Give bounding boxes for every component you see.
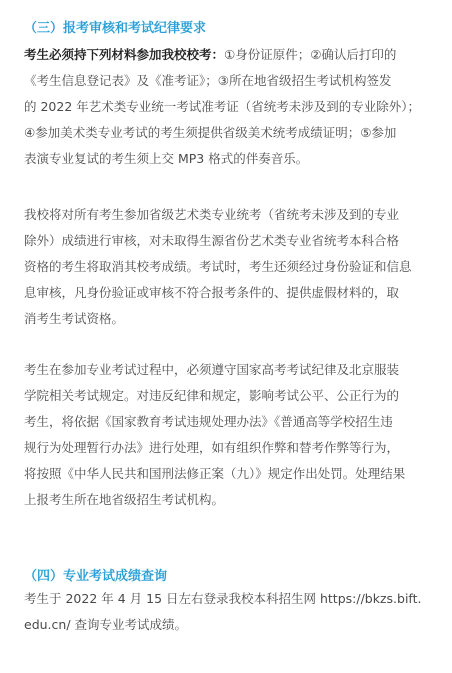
section-4-heading: （四）专业考试成绩查询: [24, 569, 168, 584]
discipline-line-2: 学院相关考试规定。对违反纪律和规定，影响考试公平、公正行为的: [24, 388, 400, 403]
review-line-2: 除外）成绩进行审核，对未取得生源省份艺术类专业省统考本科合格: [24, 233, 400, 248]
section-3-paragraph-2: [24, 202, 434, 332]
materials-line-2: 《考生信息登记表》及《准考证》；③所在地省级招生考试机构签发: [24, 73, 392, 88]
review-line-4: 息审核，凡身份验证或审核不符合报考条件的、提供虚假材料的，取: [24, 285, 400, 300]
discipline-line-4: 规行为处理暂行办法》进行处理，如有组织作弊和替考作弊等行为，: [24, 440, 400, 455]
review-line-5: 消考生考试资格。: [24, 311, 125, 326]
score-query-line-2: edu.cn/ 查询专业考试成绩。: [24, 617, 188, 632]
materials-line-4: ④参加美术类专业考试的考生须提供省级美术统考成绩证明；⑤参加: [24, 125, 397, 140]
review-line-1: 我校将对所有考生参加省级艺术类专业统考（省统考未涉及到的专业: [24, 207, 400, 222]
materials-line-1: ①身份证原件；②确认后打印的: [224, 47, 397, 62]
materials-line-3: 的 2022 年艺术类专业统一考试准考证（省统考未涉及到的专业除外）；: [24, 99, 421, 114]
section-3-heading: （三）报考审核和考试纪律要求: [24, 21, 207, 36]
review-line-3: 资格的考生将取消其校考成绩。考试时，考生还须经过身份验证和信息: [24, 259, 412, 274]
discipline-line-5: 将按照《中华人民共和国刑法修正案（九）》规定作出处罚。处理结果: [24, 466, 406, 481]
discipline-line-3: 考生，将依据《国家教育考试违规处理办法》《普通高等学校招生违: [24, 414, 393, 429]
paragraph-line: [24, 42, 434, 68]
materials-line-5: 表演专业复试的考生须上交 MP3 格式的伴奏音乐。: [24, 151, 309, 166]
score-query-line-1: 考生于 2022 年 4 月 15 日左右登录我校本科招生网 https://bkzs.bift.: [24, 591, 422, 606]
discipline-line-6: 上报考生所在地省级招生考试机构。: [24, 492, 225, 507]
materials-lead-text: 考生必须持下列材料参加我校校考：: [24, 47, 225, 62]
section-3-paragraph-1: [24, 42, 434, 172]
section-3-paragraph-3: [24, 357, 434, 513]
section-4-paragraph-1: [24, 586, 434, 638]
discipline-line-1: 考生在参加专业考试过程中，必须遵守国家高考考试纪律及北京服装: [24, 362, 400, 377]
